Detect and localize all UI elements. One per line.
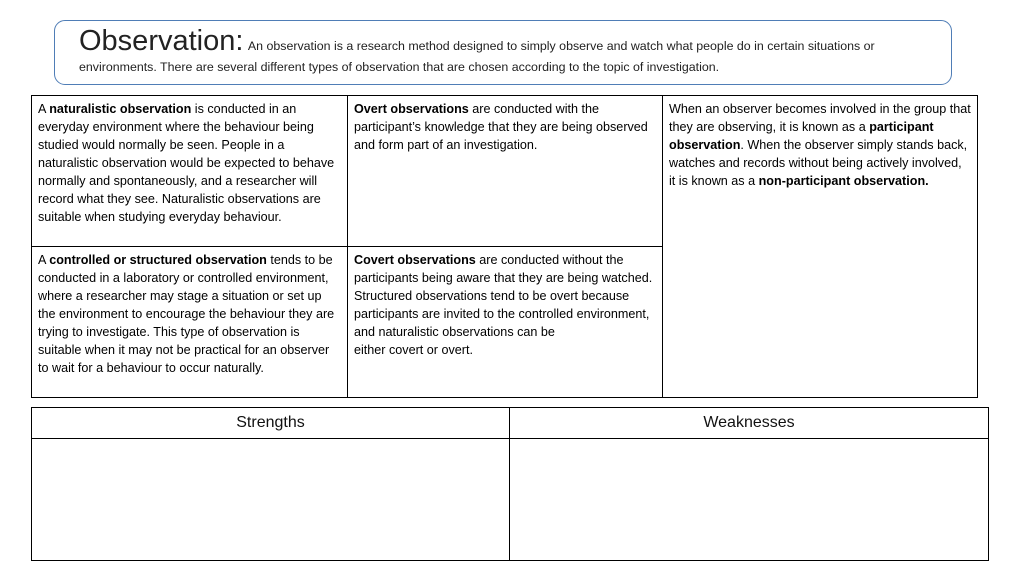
cell-text: . When the observer simply stands back, watches and records without being actively involved, it is known as a <box>669 138 968 188</box>
title-box <box>54 20 952 85</box>
title-description-line1: An observation is a research method designed to simply observe and watch what people do in certain situations or <box>247 39 875 53</box>
overt-term: Overt observations <box>354 102 469 116</box>
title-description-line2: environments. There are several different types of observation that are chosen according to the topic of investigation. <box>79 60 720 74</box>
participant-observation-cell <box>663 96 978 398</box>
strengths-header: Strengths <box>32 408 510 439</box>
controlled-term: controlled or structured observation <box>49 253 267 267</box>
cell-text: A <box>38 102 50 116</box>
cell-text: either covert or overt. <box>354 343 473 357</box>
observation-types-table <box>31 95 978 398</box>
cell-text: is conducted in an everyday environment where the behaviour being studied would normally be seen. People in a naturalistic observation would be expected to behave normally and spontaneously, and a researcher will record what they see. Naturalistic observations are suitable when studying everyday behaviour. <box>38 102 335 224</box>
cell-text: tends to be conducted in a laboratory or controlled environment, where a researcher may stage a situation or set up the environment to encourage the behaviour they are trying to investigate. This type of observation is suitable when it may not be practical for an observer to wait for a behaviour to occur naturally. <box>38 253 335 375</box>
covert-term: Covert observations <box>354 253 476 267</box>
strengths-weaknesses-table <box>31 407 989 561</box>
table-header-row <box>32 408 989 439</box>
weaknesses-header: Weaknesses <box>510 408 989 439</box>
non-participant-term: non-participant observation. <box>758 174 929 188</box>
participant-term: participant observation <box>669 120 934 152</box>
weaknesses-answer-cell[interactable] <box>510 439 989 561</box>
overt-observation-cell <box>348 96 663 247</box>
table-row <box>32 439 989 561</box>
naturalistic-term: naturalistic observation <box>49 102 192 116</box>
naturalistic-observation-cell <box>32 96 348 247</box>
cell-text: When an observer becomes involved in the group that they are observing, it is known as a <box>669 102 971 134</box>
cell-text: are conducted without the participants being aware that they are being watched. Structured observations tend to be overt because participants are invited to the controlled environment, and naturalistic observations can be <box>354 253 653 339</box>
controlled-observation-cell <box>32 247 348 398</box>
strengths-answer-cell[interactable] <box>32 439 510 561</box>
page-title: Observation: <box>79 25 244 57</box>
table-row <box>32 96 978 247</box>
cell-text: A <box>38 253 50 267</box>
covert-observation-cell <box>348 247 663 398</box>
title-line <box>79 27 937 56</box>
cell-text: are conducted with the participant’s knowledge that they are being observed and form part of an investigation. <box>354 102 648 152</box>
